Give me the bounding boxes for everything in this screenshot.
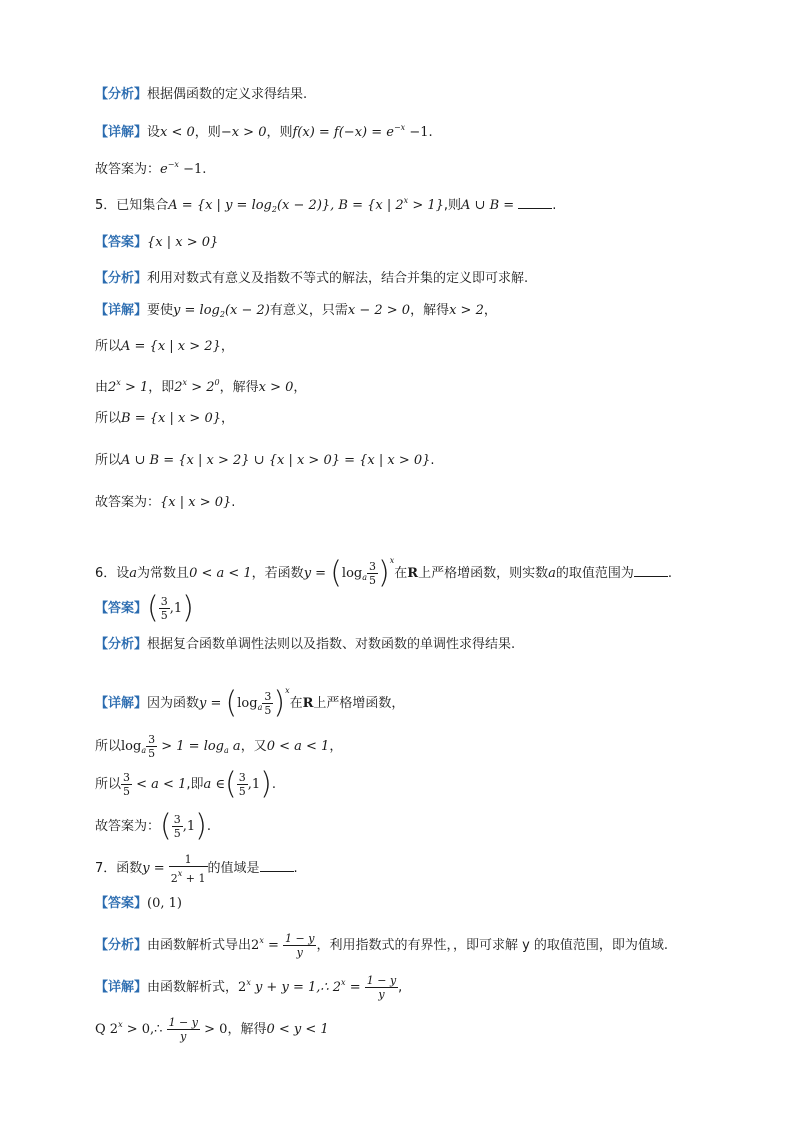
p4-detail-line bbox=[95, 119, 433, 142]
p6-expr: a ∈ bbox=[203, 777, 226, 792]
p5-union: A ∪ B = bbox=[461, 198, 519, 213]
p6-text: 所以 bbox=[95, 739, 122, 754]
p4-analysis-text: 根据偶函数的定义求得结果. bbox=[147, 87, 308, 102]
p6-text: 在 bbox=[289, 696, 303, 711]
p5-answer-line bbox=[95, 234, 218, 252]
answer-label: 【答案】 bbox=[95, 896, 148, 911]
p5-line2 bbox=[95, 338, 234, 356]
p5-number: 5．已知集合 bbox=[95, 198, 169, 213]
detail-label: 【详解】 bbox=[95, 303, 148, 318]
p7-expr: = bbox=[263, 938, 279, 953]
answer-blank bbox=[634, 564, 668, 577]
left-paren: ( bbox=[330, 555, 342, 591]
p6-fraction bbox=[237, 771, 248, 798]
analysis-label: 【分析】 bbox=[95, 87, 148, 102]
numerator: 1 − y bbox=[285, 932, 315, 945]
numerator: 3 bbox=[264, 690, 272, 703]
denom-end: + 1 bbox=[182, 871, 206, 885]
p6-final-line bbox=[95, 810, 211, 844]
numerator: 3 bbox=[123, 771, 131, 784]
p5-text: . bbox=[430, 453, 435, 468]
p7-text: 由函数解析式导出 bbox=[147, 938, 252, 953]
p4-final-exp: −x bbox=[167, 160, 179, 169]
answer-label: 【答案】 bbox=[95, 601, 148, 616]
p5-sup: x bbox=[182, 378, 188, 387]
denom-base: 2 bbox=[170, 871, 178, 885]
p4-final-expr: e bbox=[160, 162, 168, 177]
p7-number: 7．函数 bbox=[95, 861, 143, 876]
p4-cond2: −x > 0 bbox=[220, 125, 267, 140]
p6-real-set: R bbox=[407, 566, 419, 581]
p7-expr: y + y = 1,∴ 2 bbox=[250, 980, 342, 995]
p6-answer-fraction bbox=[159, 595, 170, 622]
p6-analysis-text: 根据复合函数单调性法则以及指数、对数函数的单调性求得结果. bbox=[147, 637, 516, 652]
p6-fraction bbox=[262, 690, 273, 717]
p7-sup: x bbox=[259, 936, 264, 945]
p5-text: 所以 bbox=[95, 453, 122, 468]
p5-question: 5．已知集合A = {x | $y = \log_2(x - 2)$}, B = {x | $2^x > 1$},则A ∪ B = . bbox=[95, 196, 557, 214]
p7-sup: x bbox=[118, 1020, 123, 1029]
p6-log-base: a bbox=[141, 746, 147, 755]
p5-answer: {x | x > 0} bbox=[147, 235, 219, 250]
p6-fraction bbox=[172, 813, 183, 840]
p7-sup: x bbox=[246, 978, 251, 987]
p5-text: 所以 bbox=[95, 411, 122, 426]
denominator: 5 bbox=[264, 704, 272, 717]
p6-text: ,即 bbox=[186, 777, 204, 792]
left-paren: ( bbox=[225, 766, 237, 802]
p7-result: 0 < y < 1 bbox=[266, 1022, 329, 1037]
p7-fraction bbox=[283, 932, 316, 959]
p5-text: ， bbox=[483, 303, 497, 318]
p7-expr: > 0 bbox=[200, 1022, 228, 1037]
p7-expr: Q 2 bbox=[95, 1022, 119, 1037]
p4-formula: f(x) = f(−x) = e bbox=[292, 125, 394, 140]
p6-line3 bbox=[95, 768, 276, 802]
p7-analysis-text: ，利用指数式的有界性，，即可求解 y 的取值范围，即为值域. bbox=[316, 938, 669, 953]
p5-expr: > 2 bbox=[187, 380, 215, 395]
p6-log: log bbox=[341, 566, 363, 581]
p6-sub: a bbox=[224, 746, 229, 755]
p6-text: 为常数且 bbox=[137, 566, 190, 581]
p6-expr: < a < 1 bbox=[132, 777, 187, 792]
p6-line2 bbox=[95, 730, 342, 768]
p7-question bbox=[95, 852, 298, 886]
p6-text: 的取值范围为 bbox=[555, 566, 634, 581]
p7-answer: (0, 1) bbox=[147, 896, 182, 911]
analysis-label: 【分析】 bbox=[95, 271, 148, 286]
p5-text: ， bbox=[293, 380, 307, 395]
p5-text: . bbox=[231, 495, 236, 510]
p5-set-a: A = {x | y = log bbox=[168, 198, 272, 213]
p7-expr: 2 bbox=[238, 980, 247, 995]
p6-text: . bbox=[667, 566, 673, 581]
numerator: 1 − y bbox=[168, 1016, 198, 1029]
p4-detail-text: 设 bbox=[147, 125, 161, 140]
p5-result: x > 0 bbox=[258, 380, 294, 395]
p5-text: ， bbox=[220, 339, 234, 354]
p5-expr: A = {x | x > 2} bbox=[121, 339, 221, 354]
p5-line3 bbox=[95, 374, 306, 397]
p6-text: . bbox=[206, 819, 211, 834]
p6-fraction bbox=[146, 733, 157, 760]
answer-blank bbox=[260, 859, 294, 872]
p5-set-b-end: > 1} bbox=[408, 198, 444, 213]
right-paren: ) bbox=[260, 766, 272, 802]
numerator: 3 bbox=[369, 560, 377, 573]
detail-label: 【详解】 bbox=[95, 696, 148, 711]
p5-text: ， bbox=[221, 411, 235, 426]
p6-tail: ,1 bbox=[247, 777, 261, 792]
p5-expr: > 1 bbox=[120, 380, 149, 395]
p7-expr: > 0,∴ bbox=[122, 1022, 163, 1037]
numerator: 3 bbox=[238, 771, 246, 784]
p6-var: a bbox=[129, 566, 138, 581]
p5-text: ，解得 bbox=[410, 303, 450, 318]
p5-set-b: , B = {x | 2 bbox=[330, 198, 404, 213]
answer-blank bbox=[518, 196, 552, 209]
denominator: 5 bbox=[238, 785, 246, 798]
p6-detail-line bbox=[95, 674, 404, 725]
left-paren: ( bbox=[225, 685, 238, 721]
p5-expr: 2 bbox=[108, 380, 117, 395]
p5-final: {x | x > 0} bbox=[160, 495, 232, 510]
p6-cond: 0 < a < 1 bbox=[189, 566, 252, 581]
denominator: 5 bbox=[369, 574, 377, 587]
p7-y: y = bbox=[142, 861, 165, 876]
p5-text: 所以 bbox=[95, 339, 122, 354]
denominator: 5 bbox=[160, 609, 168, 622]
p6-text: 上严格增函数， bbox=[313, 696, 405, 711]
p7-expr: = bbox=[345, 980, 361, 995]
analysis-label: 【分析】 bbox=[95, 637, 148, 652]
p5-sup: x bbox=[116, 378, 121, 387]
p6-y: y = bbox=[199, 696, 222, 711]
p6-log: log bbox=[121, 739, 142, 754]
denominator: y bbox=[296, 946, 303, 959]
p4-exponent: −x bbox=[393, 123, 406, 132]
p6-answer-line bbox=[95, 592, 194, 626]
detail-label: 【详解】 bbox=[95, 125, 148, 140]
p5-sup: 0 bbox=[214, 378, 220, 387]
p7-text: 的值域是 bbox=[207, 861, 260, 876]
p5-line5 bbox=[95, 452, 435, 470]
p5-arg: (x − 2) bbox=[224, 303, 270, 318]
p5-text: ，解得 bbox=[219, 380, 259, 395]
denominator: 5 bbox=[173, 827, 181, 840]
p4-text: ，则 bbox=[194, 125, 221, 140]
p5-cond: x − 2 > 0 bbox=[347, 303, 411, 318]
p6-text: 在 bbox=[394, 566, 408, 581]
p6-text: ，若函数 bbox=[251, 566, 304, 581]
final-label: 故答案为： bbox=[95, 162, 161, 177]
final-label: 故答案为： bbox=[95, 495, 161, 510]
p4-cond1: x < 0 bbox=[160, 125, 195, 140]
p6-log-base: a bbox=[257, 703, 263, 712]
p7-fraction bbox=[167, 1016, 200, 1043]
p5-analysis-line bbox=[95, 270, 528, 288]
right-paren: ) bbox=[182, 590, 194, 626]
denominator: y bbox=[378, 988, 385, 1001]
p4-text: ，则 bbox=[266, 125, 293, 140]
left-paren: ( bbox=[147, 590, 159, 626]
denominator: 5 bbox=[148, 747, 156, 760]
p6-text: 因为函数 bbox=[147, 696, 200, 711]
p6-log: log bbox=[237, 696, 258, 711]
p6-expr: a bbox=[228, 739, 241, 754]
p7-analysis-line bbox=[95, 924, 668, 963]
p7-fraction bbox=[365, 974, 398, 1001]
p6-question bbox=[95, 544, 672, 595]
final-label: 故答案为： bbox=[95, 819, 161, 834]
p4-analysis-line bbox=[95, 86, 307, 104]
left-paren: ( bbox=[160, 808, 172, 844]
p5-text: 由 bbox=[95, 380, 109, 395]
p7-detail-line bbox=[95, 966, 402, 1005]
p7-sup: x bbox=[341, 978, 346, 987]
p7-fraction bbox=[169, 853, 208, 885]
numerator: 1 bbox=[169, 853, 208, 867]
p5-expr: A ∪ B = {x | x > 2} ∪ {x | x > 0} = {x | x > 0} bbox=[121, 453, 431, 468]
p5-text: 有意义，只需 bbox=[269, 303, 348, 318]
p6-power: x bbox=[285, 686, 290, 695]
p6-var: a bbox=[548, 566, 556, 581]
p6-number: 6．设 bbox=[95, 566, 130, 581]
right-paren: ) bbox=[195, 808, 207, 844]
numerator: 1 − y bbox=[366, 974, 397, 987]
p6-real-set: R bbox=[302, 696, 314, 711]
analysis-label: 【分析】 bbox=[95, 938, 148, 953]
p6-fraction bbox=[121, 771, 132, 798]
p4-formula-end: −1. bbox=[405, 125, 433, 140]
p6-text: ， bbox=[329, 739, 343, 754]
p6-text: 上严格增函数，则实数 bbox=[418, 566, 549, 581]
p7-line2 bbox=[95, 1008, 329, 1047]
p7-text: ，解得 bbox=[227, 1022, 267, 1037]
p4-final-end: −1. bbox=[178, 162, 207, 177]
p5-result: x > 2 bbox=[449, 303, 484, 318]
denom-exp: x bbox=[177, 868, 183, 878]
p7-answer-line bbox=[95, 895, 182, 913]
p5-text: 要使 bbox=[147, 303, 174, 318]
p5-set-a-end: (x − 2)} bbox=[276, 198, 331, 213]
p6-tail: ,1 bbox=[182, 819, 196, 834]
p6-analysis-line bbox=[95, 636, 515, 654]
numerator: 3 bbox=[148, 733, 156, 746]
denominator bbox=[169, 867, 208, 885]
p6-log-base: a bbox=[362, 573, 368, 582]
denominator: y bbox=[180, 1030, 187, 1043]
right-paren: ) bbox=[378, 555, 390, 591]
answer-label: 【答案】 bbox=[95, 235, 148, 250]
p6-text: 所以 bbox=[95, 777, 122, 792]
detail-label: 【详解】 bbox=[95, 980, 148, 995]
p5-expr: y = log bbox=[173, 303, 220, 318]
p5-exp: x bbox=[403, 196, 409, 205]
p5-text: ,则 bbox=[443, 198, 462, 213]
p5-final-line bbox=[95, 494, 235, 512]
numerator: 3 bbox=[173, 813, 181, 826]
p7-text: 由函数解析式， bbox=[147, 980, 239, 995]
p5-expr: B = {x | x > 0} bbox=[121, 411, 222, 426]
p5-text: ，即 bbox=[148, 380, 175, 395]
p7-text: . bbox=[293, 861, 298, 876]
p7-text: , bbox=[398, 980, 403, 995]
p5-detail-line bbox=[95, 302, 497, 324]
p5-sub: 2 bbox=[219, 310, 225, 319]
p4-final-line bbox=[95, 156, 206, 179]
p6-text: . bbox=[271, 777, 276, 792]
p5-line4 bbox=[95, 410, 234, 428]
p5-analysis-text: 利用对数式有意义及指数不等式的解法，结合并集的定义即可求解. bbox=[147, 271, 529, 286]
p6-cond: 0 < a < 1 bbox=[266, 739, 330, 754]
right-paren: ) bbox=[273, 685, 286, 721]
p6-fraction bbox=[367, 560, 378, 587]
p6-text: ，又 bbox=[240, 739, 267, 754]
p5-log-base: 2 bbox=[271, 205, 277, 214]
p6-power: x bbox=[389, 556, 395, 565]
denominator: 5 bbox=[123, 785, 131, 798]
p7-expr: 2 bbox=[251, 938, 260, 953]
p5-expr: 2 bbox=[174, 380, 183, 395]
p6-y: y = bbox=[303, 566, 327, 581]
p6-expr: > 1 = log bbox=[157, 739, 225, 754]
numerator: 3 bbox=[160, 595, 168, 608]
p6-answer-tail: ,1 bbox=[169, 601, 183, 616]
